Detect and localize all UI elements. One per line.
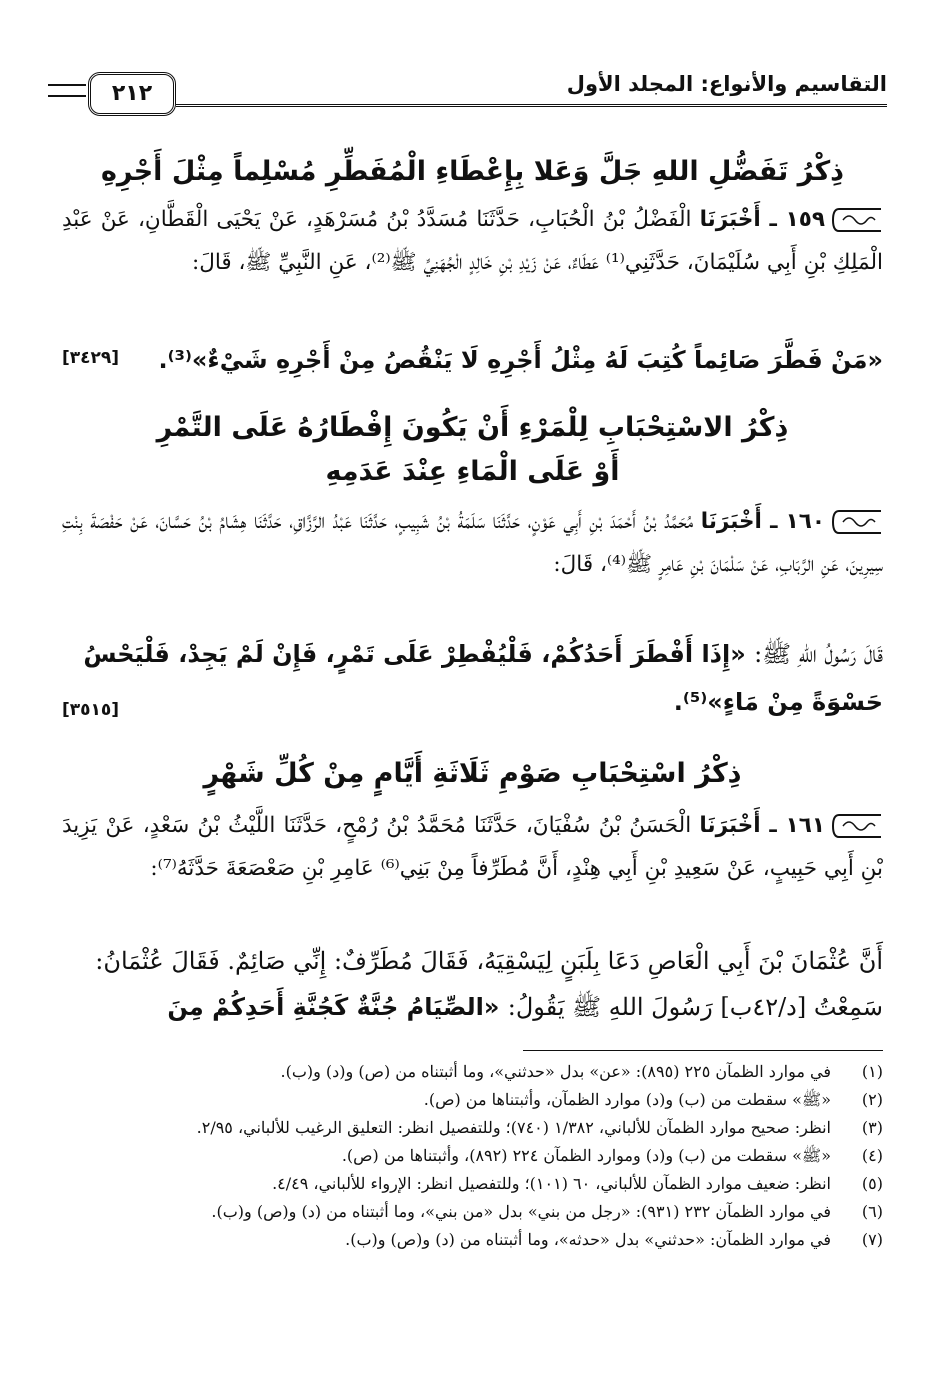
footnote-rule	[523, 1050, 883, 1051]
footnote: (٢) «ﷺ» سقطت من (ب) و(د) موارد الظمآن، وأثبتناها من (ص).	[423, 1090, 883, 1109]
hadith-159-matn: «مَنْ فَطَّرَ صَائِماً كُتِبَ لَهُ مِثْلُ أَجْرِهِ لَا يَنْقُصُ مِنْ أَجْرِهِ شَيْءٌ»⁽³⁾.	[158, 346, 883, 374]
hadith-number: ١٦١ ـ أَخْبَرَنَا	[699, 813, 826, 838]
running-title: التقاسيم والأنواع: المجلد الأول	[566, 72, 887, 96]
hadith-159-isnad	[62, 198, 883, 284]
footnote: (٣) انظر: صحيح موارد الظمآن للألباني، ١/٣٨٢ (٧٤٠)؛ وللتفصيل انظر: التعليق الرغيب للألباني، ٢/٩٥.	[196, 1118, 883, 1137]
matn-text: «إِذَا أَفْطَرَ أَحَدُكُمْ، فَلْيُفْطِرْ عَلَى تَمْرٍ، فَإِنْ لَمْ يَجِدْ، فَلْيَحْسُ حَسْوَةً مِنْ مَاءٍ»⁽⁵⁾.	[83, 640, 883, 716]
footnote: (٥) انظر: ضعيف موارد الظمآن للألباني، ٦٠ (١٠١)؛ وللتفصيل انظر: الإرواء للألباني، ٤/٤٩.	[272, 1174, 883, 1193]
footnote: (٦) في موارد الظمآن ٢٣٢ (٩٣١): «رجل من بني» بدل «من بني»، وما أثبتناه من (د) و(ص) و(ب).	[211, 1202, 883, 1221]
section-heading-3: ذِكْرُ اسْتِحْبَابِ صَوْمِ ثَلَاثَةِ أَيَّامٍ مِنْ كُلِّ شَهْرٍ	[203, 758, 742, 789]
hadith-160-ref: [٣٥١٥]	[62, 700, 120, 720]
hadith-marker-icon	[831, 508, 883, 536]
page-number: ٢١٢	[88, 72, 176, 116]
section-heading-1: ذِكْرُ تَفَضُّلِ اللهِ جَلَّ وَعَلا بِإِعْطَاءِ الْمُفَطِّرِ مُسْلِماً مِثْلَ أَجْرِهِ	[100, 156, 845, 187]
hadith-marker-icon	[831, 206, 883, 234]
matn-intro: قَالَ رَسُولُ اللهِ ﷺ:	[754, 640, 883, 668]
section-heading-2b: أَوْ عَلَى الْمَاءِ عِنْدَ عَدَمِهِ	[325, 456, 620, 487]
header-ornament	[48, 84, 86, 97]
isnad-text: الْحَسَنُ بْنُ سُفْيَانَ، حَدَّثَنَا مُحَمَّدُ بْنُ رُمْحٍ، حَدَّثَنَا اللَّيْثُ بْنُ سَعْدٍ، عَنْ يَزِيدَ بْنِ أَبِي حَبِيبٍ، عَنْ سَعِيدِ بْنِ أَبِي هِنْدٍ، أَنَّ مُطَرِّفاً مِنْ بَنِي⁽⁶⁾ عَامِرِ بْنِ صَعْصَعَةَ حَدَّثَهُ⁽⁷⁾:	[62, 813, 883, 881]
section-heading-2a: ذِكْرُ الاسْتِحْبَابِ لِلْمَرْءِ أَنْ يَكُونَ إِفْطَارُهُ عَلَى التَّمْرِ	[156, 412, 789, 443]
page-header	[48, 70, 887, 122]
hadith-marker-icon	[831, 812, 883, 840]
footnote: (٧) في موارد الظمآن: «حدثني» بدل «حدثه»، وما أثبتناه من (د) و(ص) و(ب).	[345, 1230, 883, 1249]
matn-text: «الصِّيَامُ جُنَّةٌ كَجُنَّةِ أَحَدِكُمْ مِنَ	[167, 993, 500, 1021]
footnote: (٤) «ﷺ» سقطت من (ب) و(د) وموارد الظمآن ٢٢٤ (٨٩٢)، وأثبتناها من (ص).	[341, 1146, 883, 1165]
hadith-number: ١٦٠ ـ أَخْبَرَنَا	[700, 509, 825, 534]
hadith-number: ١٥٩ ـ أَخْبَرَنَا	[699, 207, 825, 232]
footnotes	[62, 1058, 883, 1254]
hadith-160-matn	[62, 630, 883, 726]
hadith-161-matn	[62, 938, 883, 1030]
matn-intro: أَنَّ عُثْمَانَ بْنَ أَبِي الْعَاصِ دَعَا بِلَبَنٍ لِيَسْقِيَهُ، فَقَالَ مُطَرِّفٌ: إِنِّي صَائِمٌ. فَقَالَ عُثْمَانُ: سَمِعْتُ [د/٤٢ب] رَسُولَ اللهِ ﷺ يَقُولُ:	[95, 947, 883, 1021]
hadith-160-isnad	[62, 500, 883, 586]
hadith-161-isnad	[62, 804, 883, 890]
footnote: (١) في موارد الظمآن ٢٢٥ (٨٩٥): «عن» بدل «حدثني»، وما أثبتناه من (ص) و(د) و(ب).	[280, 1062, 883, 1081]
header-rule	[176, 104, 887, 109]
hadith-159-ref: [٣٤٢٩]	[62, 348, 120, 368]
isnad-text: مُحَمَّدُ بْنُ أَحْمَدَ بْنِ أَبِي عَوْنٍ، حَدَّثَنَا سَلَمَةُ بْنُ شَبِيبٍ، حَدَّثَنَا عَبْدُ الرَّزَّاقِ، حَدَّثَنَا هِشَامُ بْنُ حَسَّانَ، عَنْ حَفْصَةَ بِنْتِ سِيرِينَ، عَنِ الرَّبَابِ، عَنْ سَلْمَانَ بْنِ عَامِرٍ ﷺ⁽⁴⁾، قَالَ:	[62, 509, 883, 577]
isnad-text: الْفَضْلُ بْنُ الْحُبَابِ، حَدَّثَنَا مُسَدَّدُ بْنُ مُسَرْهَدٍ، عَنْ يَحْيَى الْقَطَّانِ، عَنْ عَبْدِ الْمَلِكِ بْنِ أَبِي سُلَيْمَانَ، حَدَّثَنِي⁽¹⁾ عَطَاءٌ، عَنْ زَيْدِ بْنِ خَالِدٍ الْجُهَنِيِّ ﷺ⁽²⁾، عَنِ النَّبِيِّ ﷺ، قَالَ:	[62, 207, 883, 275]
